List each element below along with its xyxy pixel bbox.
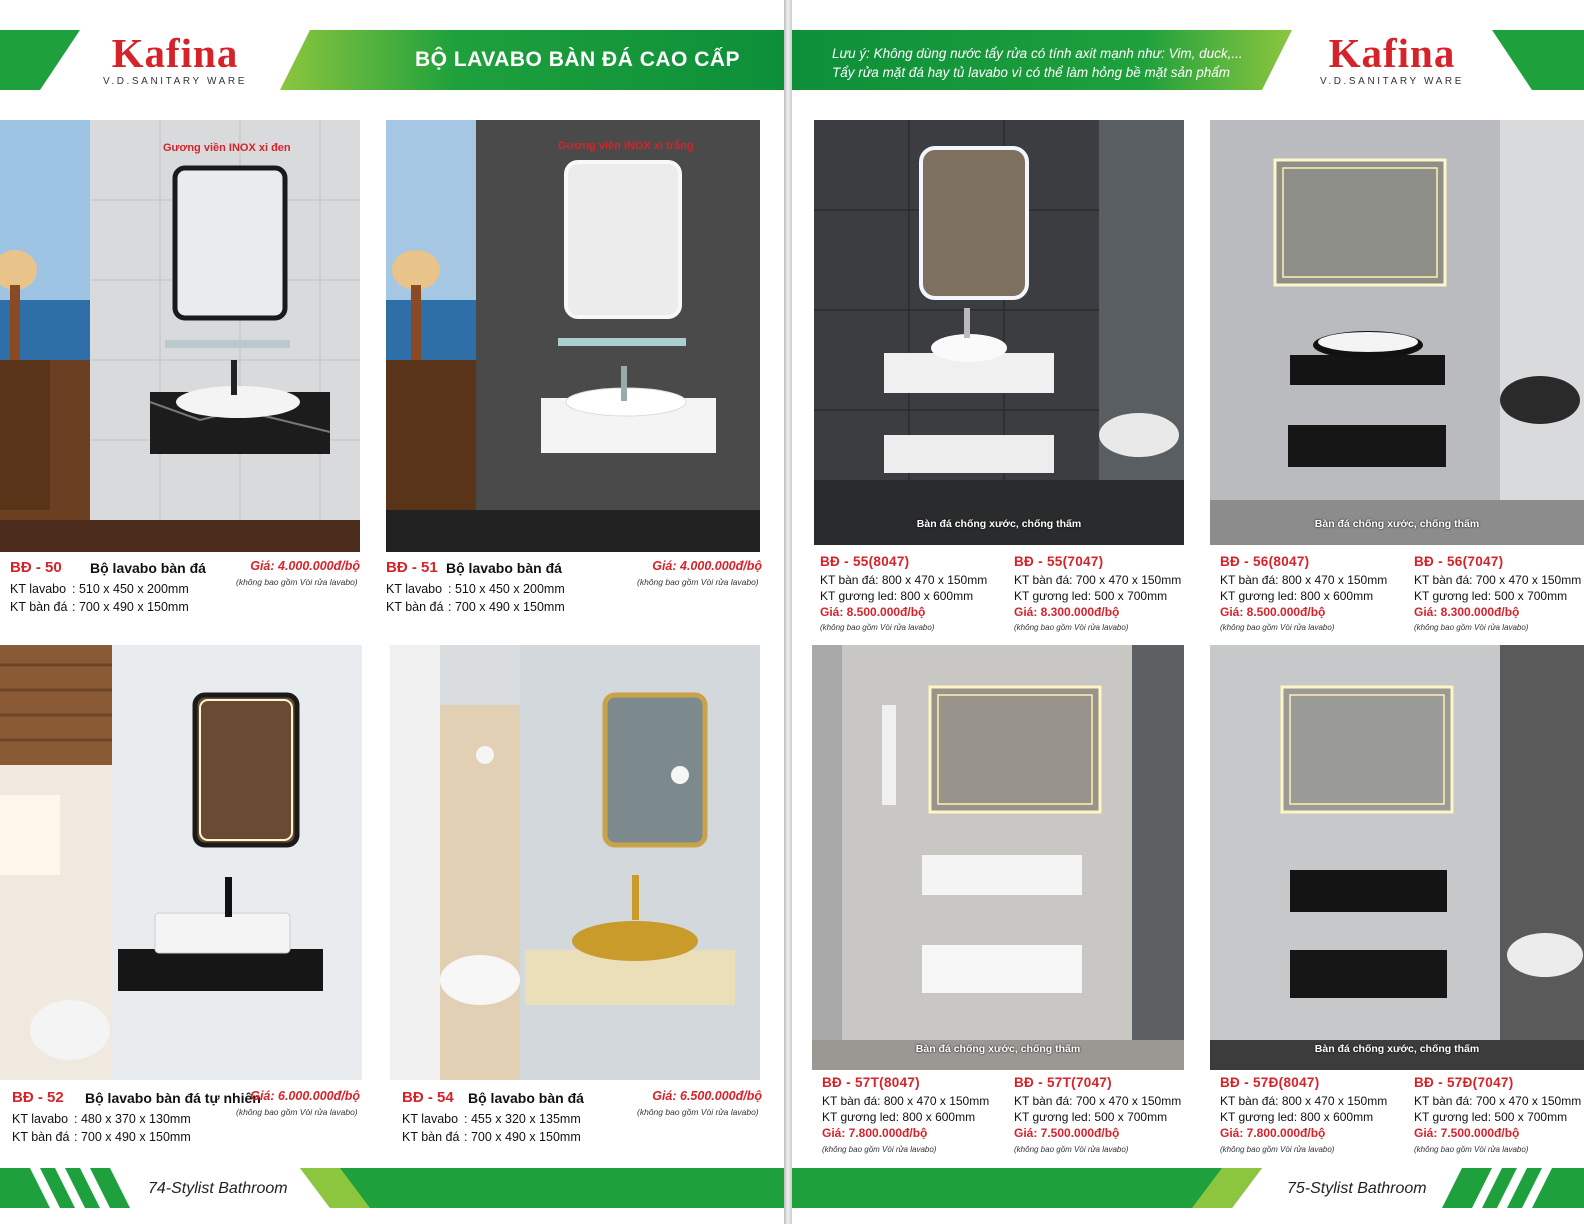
spec-row xyxy=(386,582,565,596)
product-code-bd-57d-7047: BĐ - 57Đ(7047) xyxy=(1414,1075,1514,1090)
product-name-bd-50: Bộ lavabo bàn đá xyxy=(90,560,206,576)
spec-value: : 480 x 370 x 130mm xyxy=(74,1112,191,1126)
page-gutter xyxy=(784,0,792,1224)
product-price: Giá: 8.500.000đ/bộ xyxy=(820,605,926,619)
product-name-bd-51: Bộ lavabo bàn đá xyxy=(446,560,562,576)
spec-row xyxy=(10,582,189,596)
spec-value: : 510 x 450 x 200mm xyxy=(448,582,565,596)
product-code-bd-52: BĐ - 52 xyxy=(12,1089,64,1106)
product-price-note: (không bao gồm Vòi rửa lavabo) xyxy=(1014,1145,1129,1154)
product-spec: KT gương led: 800 x 600mm xyxy=(822,1110,976,1124)
product-price-note: (không bao gồm Vòi rửa lavabo) xyxy=(1414,1145,1529,1154)
product-code-bd-56-8047: BĐ - 56(8047) xyxy=(1220,554,1310,569)
footer-band-right xyxy=(792,1168,1584,1208)
care-note xyxy=(832,44,1243,82)
product-spec: KT gương led: 800 x 600mm xyxy=(1220,1110,1374,1124)
brand-logo xyxy=(95,32,255,87)
product-spec: KT gương led: 500 x 700mm xyxy=(1014,589,1168,603)
photo-caption: Bàn đá chống xước, chống thấm xyxy=(916,518,1082,530)
spec-label: KT bàn đá xyxy=(10,600,68,614)
care-note-line2: Tẩy rửa mặt đá hay tủ lavabo vì có thể làm hỏng bề mặt sản phẩm xyxy=(832,65,1231,80)
photo-bd-54 xyxy=(390,645,760,1080)
photo-caption: Bàn đá chống xước, chống thấm xyxy=(1314,1043,1480,1055)
page-number-left: 74-Stylist Bathroom xyxy=(148,1180,288,1197)
spec-value: : 700 x 490 x 150mm xyxy=(448,600,565,614)
product-price-note: (không bao gồm Vòi rửa lavabo) xyxy=(1220,1145,1335,1154)
product-code-bd-54: BĐ - 54 xyxy=(402,1089,454,1106)
price-note-bd-52: (không bao gồm Vòi rửa lavabo) xyxy=(236,1107,358,1117)
brand-logo-right xyxy=(1312,32,1472,87)
spec-label: KT lavabo xyxy=(10,582,67,596)
product-price: Giá: 7.800.000đ/bộ xyxy=(1220,1126,1326,1140)
product-spec: KT gương led: 800 x 600mm xyxy=(820,589,974,603)
product-spec: KT bàn đá: 700 x 470 x 150mm xyxy=(1014,1094,1182,1108)
product-price-note: (không bao gồm Vòi rửa lavabo) xyxy=(822,1145,937,1154)
product-code-bd-56-7047: BĐ - 56(7047) xyxy=(1414,554,1504,569)
product-price: Giá: 8.300.000đ/bộ xyxy=(1014,605,1120,619)
spec-value: : 510 x 450 x 200mm xyxy=(72,582,189,596)
product-spec: KT bàn đá: 700 x 470 x 150mm xyxy=(1414,573,1582,587)
product-price: Giá: 7.800.000đ/bộ xyxy=(822,1126,928,1140)
spec-row xyxy=(12,1112,191,1126)
product-price: Giá: 8.500.000đ/bộ xyxy=(1220,605,1326,619)
product-spec: KT bàn đá: 800 x 470 x 150mm xyxy=(822,1094,990,1108)
spec-value: : 700 x 490 x 150mm xyxy=(74,1130,191,1144)
header-stripe-left xyxy=(0,30,80,90)
price-bd-52: Giá: 6.000.000đ/bộ xyxy=(250,1089,360,1103)
price-note-bd-54: (không bao gồm Vòi rửa lavabo) xyxy=(637,1107,759,1117)
product-spec: KT gương led: 500 x 700mm xyxy=(1414,589,1568,603)
page-number-right: 75-Stylist Bathroom xyxy=(1287,1180,1427,1197)
product-spec: KT bàn đá: 800 x 470 x 150mm xyxy=(1220,573,1388,587)
photo-bd-55 xyxy=(814,120,1184,545)
product-spec: KT bàn đá: 800 x 470 x 150mm xyxy=(1220,1094,1388,1108)
product-name-bd-54: Bộ lavabo bàn đá xyxy=(468,1090,584,1106)
product-code-bd-57t-7047: BĐ - 57T(7047) xyxy=(1014,1075,1112,1090)
spec-row xyxy=(402,1130,581,1144)
spec-label: KT lavabo xyxy=(402,1112,459,1126)
left-page xyxy=(0,0,784,1224)
spec-value: : 700 x 490 x 150mm xyxy=(464,1130,581,1144)
product-code-bd-55-7047: BĐ - 55(7047) xyxy=(1014,554,1104,569)
spec-label: KT lavabo xyxy=(12,1112,69,1126)
spec-value: : 455 x 320 x 135mm xyxy=(464,1112,581,1126)
photo-bd-51 xyxy=(386,120,760,552)
product-spec: KT bàn đá: 700 x 470 x 150mm xyxy=(1014,573,1182,587)
photo-bd-57d xyxy=(1210,645,1584,1070)
product-price-note: (không bao gồm Vòi rửa lavabo) xyxy=(820,623,935,632)
header-stripe-right xyxy=(1492,30,1584,90)
spec-row xyxy=(10,600,189,614)
mirror-note-bd-51: Gương viền INOX xi trắng xyxy=(558,140,694,152)
product-spec: KT gương led: 500 x 700mm xyxy=(1414,1110,1568,1124)
product-price-note: (không bao gồm Vòi rửa lavabo) xyxy=(1220,623,1335,632)
product-code-bd-57t-8047: BĐ - 57T(8047) xyxy=(822,1075,920,1090)
product-spec: KT bàn đá: 700 x 470 x 150mm xyxy=(1414,1094,1582,1108)
mirror-note-bd-50: Gương viền INOX xi đen xyxy=(163,142,291,154)
product-price: Giá: 7.500.000đ/bộ xyxy=(1414,1126,1520,1140)
spec-label: KT bàn đá xyxy=(386,600,444,614)
photo-caption: Bàn đá chống xước, chống thấm xyxy=(915,1043,1081,1055)
photo-caption: Bàn đá chống xước, chống thấm xyxy=(1314,518,1480,530)
product-spec: KT gương led: 500 x 700mm xyxy=(1014,1110,1168,1124)
price-bd-51: Giá: 4.000.000đ/bộ xyxy=(652,559,762,573)
product-code-bd-57d-8047: BĐ - 57Đ(8047) xyxy=(1220,1075,1320,1090)
product-price: Giá: 8.300.000đ/bộ xyxy=(1414,605,1520,619)
brand-name: Kafina xyxy=(1328,30,1456,76)
spec-row xyxy=(12,1130,191,1144)
product-price-note: (không bao gồm Vòi rửa lavabo) xyxy=(1014,623,1129,632)
product-spec: KT bàn đá: 800 x 470 x 150mm xyxy=(820,573,988,587)
photo-bd-57t xyxy=(812,645,1184,1070)
product-code-bd-51: BĐ - 51 xyxy=(386,559,438,576)
price-note-bd-50: (không bao gồm Vòi rửa lavabo) xyxy=(236,577,358,587)
photo-bd-52 xyxy=(0,645,362,1080)
page-title: BỘ LAVABO BÀN ĐÁ CAO CẤP xyxy=(415,48,741,71)
product-price: Giá: 7.500.000đ/bộ xyxy=(1014,1126,1120,1140)
brand-tagline: V.D.SANITARY WARE xyxy=(1319,76,1465,87)
spec-label: KT bàn đá xyxy=(402,1130,460,1144)
price-bd-50: Giá: 4.000.000đ/bộ xyxy=(250,559,360,573)
spec-row xyxy=(402,1112,581,1126)
brand-name: Kafina xyxy=(111,30,239,76)
photo-bd-50 xyxy=(0,120,360,552)
product-name-bd-52: Bộ lavabo bàn đá tự nhiên xyxy=(85,1090,261,1106)
brand-tagline: V.D.SANITARY WARE xyxy=(102,76,248,87)
spec-label: KT bàn đá xyxy=(12,1130,70,1144)
product-spec: KT gương led: 800 x 600mm xyxy=(1220,589,1374,603)
photo-bd-56 xyxy=(1210,120,1584,545)
product-price-note: (không bao gồm Vòi rửa lavabo) xyxy=(1414,623,1529,632)
price-note-bd-51: (không bao gồm Vòi rửa lavabo) xyxy=(637,577,759,587)
footer-band-left xyxy=(0,1168,784,1208)
right-page xyxy=(792,0,1584,1224)
care-note-line1: Lưu ý: Không dùng nước tẩy rửa có tính axit mạnh như: Vim, duck,... xyxy=(832,46,1243,61)
product-code-bd-55-8047: BĐ - 55(8047) xyxy=(820,554,910,569)
spec-value: : 700 x 490 x 150mm xyxy=(72,600,189,614)
price-bd-54: Giá: 6.500.000đ/bộ xyxy=(652,1089,762,1103)
spec-label: KT lavabo xyxy=(386,582,443,596)
spec-row xyxy=(386,600,565,614)
product-code-bd-50: BĐ - 50 xyxy=(10,559,62,576)
